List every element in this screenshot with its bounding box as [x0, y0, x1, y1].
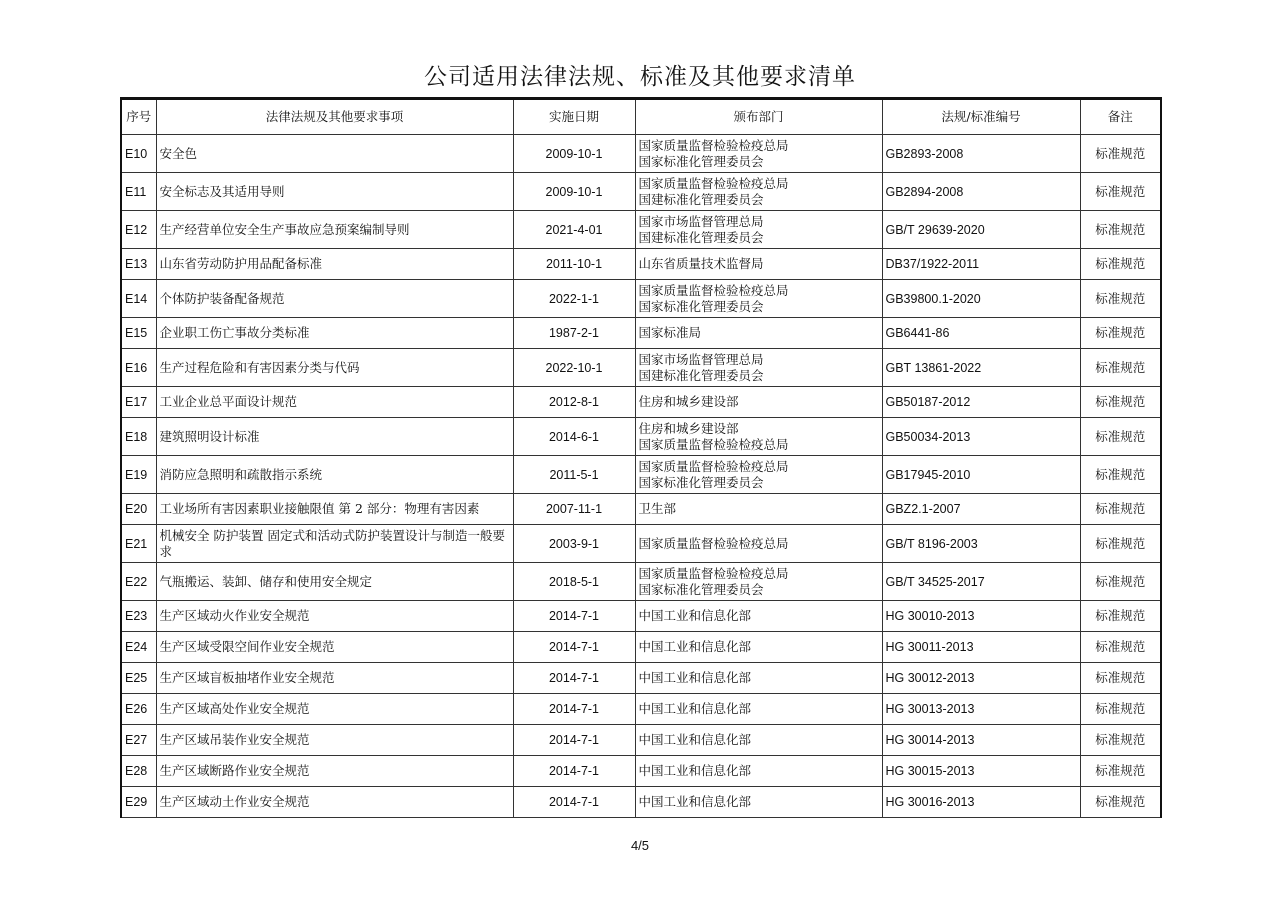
- cell-code: GB17945-2010: [882, 456, 1080, 494]
- dept-line: 国家质量监督检验检疫总局: [638, 535, 789, 551]
- cell-note: 标准规范: [1080, 694, 1161, 725]
- cell-dept: [635, 756, 882, 787]
- cell-name: 生产区域吊装作业安全规范: [156, 725, 513, 756]
- cell-name: 生产区域动火作业安全规范: [156, 601, 513, 632]
- cell-code: GB2893-2008: [882, 135, 1080, 173]
- cell-date: 2011-5-1: [513, 456, 635, 494]
- header-no: 序号: [121, 99, 156, 135]
- cell-name: 工业企业总平面设计规范: [156, 387, 513, 418]
- cell-note: 标准规范: [1080, 418, 1161, 456]
- table-row: [121, 756, 1161, 787]
- cell-code: GB39800.1-2020: [882, 280, 1080, 318]
- dept-line: 中国工业和信息化部: [638, 701, 752, 716]
- cell-note: 标准规范: [1080, 632, 1161, 663]
- table-row: [121, 787, 1161, 818]
- cell-code: GBT 13861-2022: [882, 349, 1080, 387]
- cell-dept: [635, 173, 882, 211]
- dept-line: 国建标准化管理委员会: [638, 229, 764, 245]
- cell-no: E18: [121, 418, 156, 456]
- cell-date: 2003-9-1: [513, 525, 635, 563]
- cell-date: 2014-7-1: [513, 725, 635, 756]
- regulations-table: [120, 97, 1162, 818]
- table-row: [121, 694, 1161, 725]
- table-row: [121, 249, 1161, 280]
- cell-code: GB2894-2008: [882, 173, 1080, 211]
- cell-dept: [635, 318, 882, 349]
- cell-date: 2018-5-1: [513, 563, 635, 601]
- cell-code: GB50034-2013: [882, 418, 1080, 456]
- dept-line: 国家质量监督检验检疫总局: [638, 436, 789, 452]
- cell-name: 生产区域盲板抽堵作业安全规范: [156, 663, 513, 694]
- cell-no: E21: [121, 525, 156, 563]
- dept-line: 国建标准化管理委员会: [638, 191, 764, 207]
- cell-code: GB/T 8196-2003: [882, 525, 1080, 563]
- dept-line: 国家标准化管理委员会: [638, 298, 764, 314]
- cell-code: GB/T 34525-2017: [882, 563, 1080, 601]
- cell-no: E15: [121, 318, 156, 349]
- cell-date: 2014-7-1: [513, 787, 635, 818]
- cell-no: E20: [121, 494, 156, 525]
- cell-no: E24: [121, 632, 156, 663]
- cell-dept: [635, 525, 882, 563]
- cell-code: HG 30014-2013: [882, 725, 1080, 756]
- cell-no: E10: [121, 135, 156, 173]
- cell-dept: [635, 387, 882, 418]
- cell-dept: [635, 418, 882, 456]
- table-row: [121, 663, 1161, 694]
- cell-date: 2012-8-1: [513, 387, 635, 418]
- table-row: [121, 211, 1161, 249]
- cell-date: 2014-7-1: [513, 601, 635, 632]
- table-row: [121, 632, 1161, 663]
- cell-note: 标准规范: [1080, 318, 1161, 349]
- cell-date: 2014-7-1: [513, 756, 635, 787]
- cell-code: GB/T 29639-2020: [882, 211, 1080, 249]
- cell-dept: [635, 663, 882, 694]
- cell-no: E16: [121, 349, 156, 387]
- table-row: [121, 173, 1161, 211]
- page-number: 4/5: [630, 838, 650, 853]
- cell-name: 企业职工伤亡事故分类标准: [156, 318, 513, 349]
- header-date: 实施日期: [513, 99, 635, 135]
- cell-date: 2021-4-01: [513, 211, 635, 249]
- table-row: [121, 418, 1161, 456]
- cell-name: 生产经营单位安全生产事故应急预案编制导则: [156, 211, 513, 249]
- dept-line: 国家市场监督管理总局: [638, 351, 764, 367]
- dept-line: 国家质量监督检验检疫总局: [638, 458, 789, 474]
- cell-date: 2007-11-1: [513, 494, 635, 525]
- dept-line: 国建标准化管理委员会: [638, 367, 764, 383]
- cell-name: 安全色: [156, 135, 513, 173]
- table-row: [121, 135, 1161, 173]
- cell-dept: [635, 563, 882, 601]
- header-row: [121, 99, 1161, 135]
- cell-name: 消防应急照明和疏散指示系统: [156, 456, 513, 494]
- cell-no: E19: [121, 456, 156, 494]
- cell-code: GB6441-86: [882, 318, 1080, 349]
- dept-line: 住房和城乡建设部: [638, 420, 739, 436]
- cell-no: E22: [121, 563, 156, 601]
- cell-date: 2009-10-1: [513, 135, 635, 173]
- cell-date: 2009-10-1: [513, 173, 635, 211]
- header-dept: 颁布部门: [635, 99, 882, 135]
- dept-line: 国家标准化管理委员会: [638, 581, 764, 597]
- cell-note: 标准规范: [1080, 525, 1161, 563]
- cell-name: 建筑照明设计标准: [156, 418, 513, 456]
- cell-no: E17: [121, 387, 156, 418]
- cell-note: 标准规范: [1080, 563, 1161, 601]
- cell-code: HG 30011-2013: [882, 632, 1080, 663]
- table-row: [121, 725, 1161, 756]
- cell-no: E14: [121, 280, 156, 318]
- cell-name: 气瓶搬运、装卸、储存和使用安全规定: [156, 563, 513, 601]
- cell-dept: [635, 694, 882, 725]
- cell-no: E12: [121, 211, 156, 249]
- dept-line: 国家标准化管理委员会: [638, 153, 764, 169]
- cell-dept: [635, 211, 882, 249]
- cell-no: E11: [121, 173, 156, 211]
- cell-name: 生产区域断路作业安全规范: [156, 756, 513, 787]
- cell-date: 2014-7-1: [513, 632, 635, 663]
- cell-note: 标准规范: [1080, 135, 1161, 173]
- cell-dept: [635, 787, 882, 818]
- cell-date: 2011-10-1: [513, 249, 635, 280]
- table-row: [121, 525, 1161, 563]
- cell-code: HG 30010-2013: [882, 601, 1080, 632]
- cell-name: 山东省劳动防护用品配备标准: [156, 249, 513, 280]
- dept-line: 卫生部: [638, 501, 677, 516]
- cell-no: E23: [121, 601, 156, 632]
- cell-no: E28: [121, 756, 156, 787]
- dept-line: 中国工业和信息化部: [638, 794, 752, 809]
- header-code: 法规/标准编号: [882, 99, 1080, 135]
- cell-code: HG 30016-2013: [882, 787, 1080, 818]
- cell-note: 标准规范: [1080, 173, 1161, 211]
- header-note: 备注: [1080, 99, 1161, 135]
- cell-dept: [635, 135, 882, 173]
- cell-note: 标准规范: [1080, 211, 1161, 249]
- cell-code: GB50187-2012: [882, 387, 1080, 418]
- cell-code: GBZ2.1-2007: [882, 494, 1080, 525]
- cell-date: 1987-2-1: [513, 318, 635, 349]
- cell-name: 机械安全 防护装置 固定式和活动式防护装置设计与制造一般要求: [156, 525, 513, 563]
- dept-line: 国家质量监督检验检疫总局: [638, 282, 789, 298]
- table-body: [121, 135, 1161, 818]
- cell-name: 安全标志及其适用导则: [156, 173, 513, 211]
- dept-line: 国家质量监督检验检疫总局: [638, 175, 789, 191]
- dept-line: 中国工业和信息化部: [638, 732, 752, 747]
- cell-dept: [635, 349, 882, 387]
- table-row: [121, 494, 1161, 525]
- table-row: [121, 280, 1161, 318]
- cell-no: E13: [121, 249, 156, 280]
- dept-line: 中国工业和信息化部: [638, 608, 752, 623]
- cell-note: 标准规范: [1080, 787, 1161, 818]
- cell-date: 2014-6-1: [513, 418, 635, 456]
- cell-date: 2014-7-1: [513, 694, 635, 725]
- table-row: [121, 387, 1161, 418]
- cell-code: HG 30012-2013: [882, 663, 1080, 694]
- dept-line: 中国工业和信息化部: [638, 639, 752, 654]
- cell-note: 标准规范: [1080, 494, 1161, 525]
- cell-note: 标准规范: [1080, 756, 1161, 787]
- dept-line: 国家质量监督检验检疫总局: [638, 137, 789, 153]
- dept-line: 山东省质量技术监督局: [638, 256, 764, 271]
- dept-line: 中国工业和信息化部: [638, 763, 752, 778]
- cell-dept: [635, 280, 882, 318]
- cell-date: 2022-1-1: [513, 280, 635, 318]
- cell-note: 标准规范: [1080, 725, 1161, 756]
- cell-dept: [635, 456, 882, 494]
- cell-dept: [635, 725, 882, 756]
- cell-note: 标准规范: [1080, 249, 1161, 280]
- cell-name: 生产区域高处作业安全规范: [156, 694, 513, 725]
- cell-name: 工业场所有害因素职业接触限值 第 2 部分：物理有害因素: [156, 494, 513, 525]
- table-row: [121, 318, 1161, 349]
- cell-name: 生产过程危险和有害因素分类与代码: [156, 349, 513, 387]
- cell-name: 生产区域动土作业安全规范: [156, 787, 513, 818]
- cell-note: 标准规范: [1080, 601, 1161, 632]
- cell-dept: [635, 249, 882, 280]
- cell-dept: [635, 494, 882, 525]
- cell-name: 个体防护装备配备规范: [156, 280, 513, 318]
- document-title: 公司适用法律法规、标准及其他要求清单: [424, 64, 856, 90]
- cell-name: 生产区域受限空间作业安全规范: [156, 632, 513, 663]
- cell-note: 标准规范: [1080, 280, 1161, 318]
- cell-no: E26: [121, 694, 156, 725]
- table-row: [121, 601, 1161, 632]
- cell-dept: [635, 601, 882, 632]
- dept-line: 住房和城乡建设部: [638, 394, 739, 409]
- dept-line: 国家标准化管理委员会: [638, 474, 764, 490]
- dept-line: 国家质量监督检验检疫总局: [638, 565, 789, 581]
- cell-note: 标准规范: [1080, 387, 1161, 418]
- cell-code: HG 30013-2013: [882, 694, 1080, 725]
- cell-note: 标准规范: [1080, 456, 1161, 494]
- dept-line: 国家市场监督管理总局: [638, 213, 764, 229]
- cell-dept: [635, 632, 882, 663]
- cell-code: HG 30015-2013: [882, 756, 1080, 787]
- cell-date: 2022-10-1: [513, 349, 635, 387]
- cell-code: DB37/1922-2011: [882, 249, 1080, 280]
- cell-note: 标准规范: [1080, 349, 1161, 387]
- table-row: [121, 563, 1161, 601]
- cell-date: 2014-7-1: [513, 663, 635, 694]
- table-row: [121, 349, 1161, 387]
- header-name: 法律法规及其他要求事项: [156, 99, 513, 135]
- dept-line: 中国工业和信息化部: [638, 670, 752, 685]
- cell-no: E25: [121, 663, 156, 694]
- cell-no: E29: [121, 787, 156, 818]
- dept-line: 国家标准局: [638, 325, 702, 340]
- cell-note: 标准规范: [1080, 663, 1161, 694]
- table-row: [121, 456, 1161, 494]
- cell-no: E27: [121, 725, 156, 756]
